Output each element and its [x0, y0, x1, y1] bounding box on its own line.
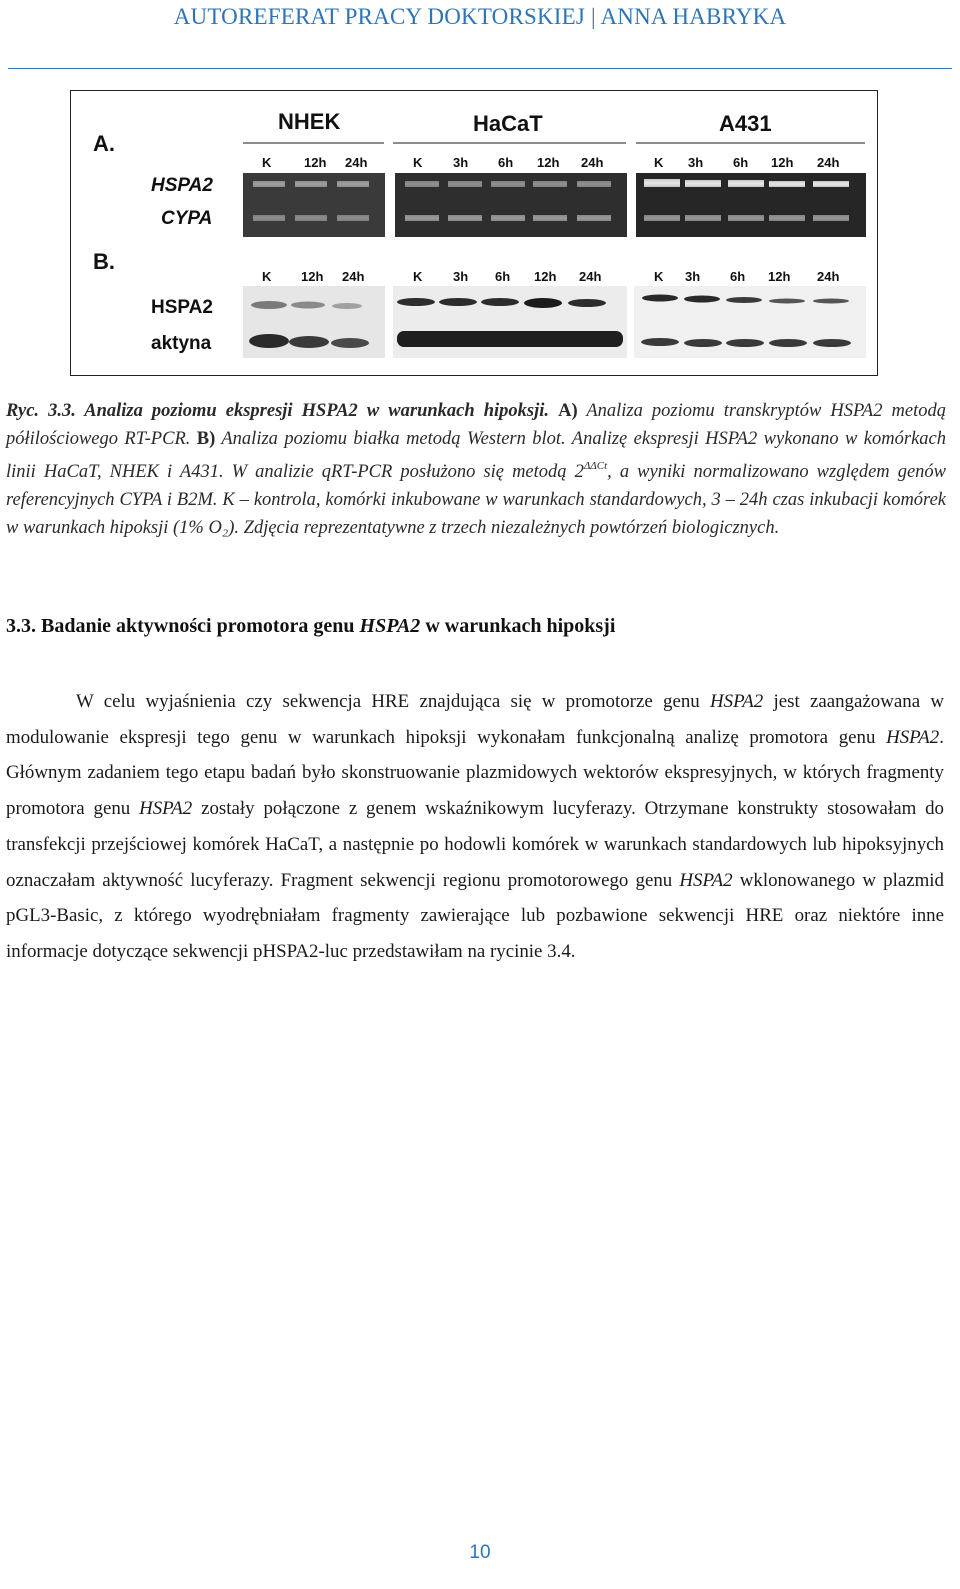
lane-b-hacat-3h: 3h: [453, 269, 469, 284]
body-gene-1: HSPA2: [710, 691, 764, 712]
lane-a-a431-6h: 6h: [733, 155, 749, 170]
lane-b-nhek-12h: 12h: [301, 269, 324, 284]
lane-b-hacat-6h: 6h: [495, 269, 511, 284]
lane-b-hacat-12h: 12h: [534, 269, 557, 284]
lane-b-a431-6h: 6h: [730, 269, 746, 284]
row-label-b-hspa2: HSPA2: [151, 297, 213, 318]
section-number: 3.3.: [6, 615, 36, 637]
section-title-gene: HSPA2: [359, 615, 421, 637]
caption-b-text: Analiza poziomu białka metodą Western blot. Analizę ekspresji HSPA2 wykonano w komórkach linii HaCaT, NHEK i A431. W analizie qRT-PCR posłużono się metodą 2: [6, 429, 947, 483]
lane-a-a431-24h: 24h: [817, 155, 840, 170]
body-text-3: . Głównym zadaniem tego etapu badań było skonstruowanie plazmidowych wektorów ekspresyjnych, w których fragmenty promotora genu: [6, 726, 944, 820]
lane-b-hacat-k: K: [413, 269, 423, 284]
lane-b-nhek-24h: 24h: [342, 269, 365, 284]
body-gene-4: HSPA2: [679, 869, 733, 891]
page-header: AUTOREFERAT PRACY DOKTORSKIEJ | ANNA HABRYKA: [173, 4, 787, 29]
section-title-after: w warunkach hipoksji: [420, 615, 616, 637]
section-title-before: Badanie aktywności promotora genu: [36, 615, 360, 637]
cell-line-hacat: HaCaT: [473, 111, 543, 136]
panel-b-label: B.: [93, 249, 115, 274]
lane-a-hacat-6h: 6h: [498, 155, 514, 170]
lane-a-nhek-24h: 24h: [345, 155, 368, 170]
cell-line-nhek: NHEK: [278, 109, 341, 134]
caption-rest: , a wyniki normalizowano względem genów referencyjnych CYPA i B2M. K – kontrola, komórki inkubowane w warunkach standardowych, 3 – 24h czas inkubacji komórek w warunkach hipoksji (1% O₂). Zdjęcia reprezentatywne z trzech niezależnych powtórzeń biologicznych.: [6, 462, 946, 539]
lane-b-a431-k: K: [654, 269, 664, 284]
lane-a-nhek-k: K: [262, 155, 272, 170]
lane-a-nhek-12h: 12h: [304, 155, 327, 170]
figure-gel-blot: [70, 90, 878, 376]
page-number: 10: [469, 1542, 491, 1563]
panel-a-label: A.: [93, 131, 115, 156]
lane-a-hacat-3h: 3h: [453, 155, 469, 170]
caption-superscript: ΔΔCt: [583, 460, 608, 472]
header-rule: [8, 68, 952, 69]
caption-b-label: B): [196, 429, 216, 449]
body-gene-2: HSPA2: [886, 726, 940, 748]
row-label-a-cypa: CYPA: [161, 208, 213, 229]
row-label-a-hspa2: HSPA2: [151, 175, 213, 196]
lane-b-a431-24h: 24h: [817, 269, 840, 284]
body-paragraph: [6, 684, 944, 970]
body-text-2: jest zaangażowana w modulowanie ekspresji tego genu w warunkach hipoksji wykonałam funkcjonalną analizę promotora genu: [6, 691, 944, 748]
gel-blot-image: [71, 91, 877, 375]
lane-a-hacat-24h: 24h: [581, 155, 604, 170]
lane-a-a431-k: K: [654, 155, 664, 170]
blot-b-hacat: [393, 286, 627, 358]
lane-a-hacat-k: K: [413, 155, 423, 170]
lane-a-hacat-12h: 12h: [537, 155, 560, 170]
caption-lead: Ryc. 3.3. Analiza poziomu ekspresji HSPA2 w warunkach hipoksji.: [6, 401, 549, 421]
caption-a-label: A): [558, 401, 578, 421]
section-heading: [6, 615, 615, 638]
lane-b-a431-3h: 3h: [685, 269, 701, 284]
lane-b-a431-12h: 12h: [768, 269, 791, 284]
body-text-5: wklonowanego w plazmid pGL3-Basic, z którego wyodrębniałam fragmenty zawierające lub pozbawione sekwencji HRE oraz niektóre inne informacje dotyczące sekwencji pHSPA2-luc przedstawiłam na rycinie 3.4.: [6, 869, 944, 962]
body-text-4: zostały połączone z genem wskaźnikowym lucyferazy. Otrzymane konstrukty stosowałam do transfekcji przejściowej komórek HaCaT, a następnie po hodowli komórek w warunkach standardowych lub hipoksyjnych oznaczałam aktywność lucyferazy. Fragment sekwencji regionu promotorowego genu: [6, 798, 944, 891]
figure-caption: [6, 397, 946, 542]
lane-a-a431-12h: 12h: [771, 155, 794, 170]
body-gene-3: HSPA2: [139, 798, 193, 820]
lane-b-hacat-24h: 24h: [579, 269, 602, 284]
lane-b-nhek-k: K: [262, 269, 272, 284]
cell-line-a431: A431: [719, 111, 772, 136]
caption-a-text: Analiza poziomu transkryptów HSPA2 metodą półilościowego RT-PCR.: [6, 401, 947, 449]
body-text-1: W celu wyjaśnienia czy sekwencja HRE znajdująca się w promotorze genu: [76, 691, 710, 712]
row-label-b-aktyna: aktyna: [151, 333, 212, 354]
lane-a-a431-3h: 3h: [688, 155, 704, 170]
